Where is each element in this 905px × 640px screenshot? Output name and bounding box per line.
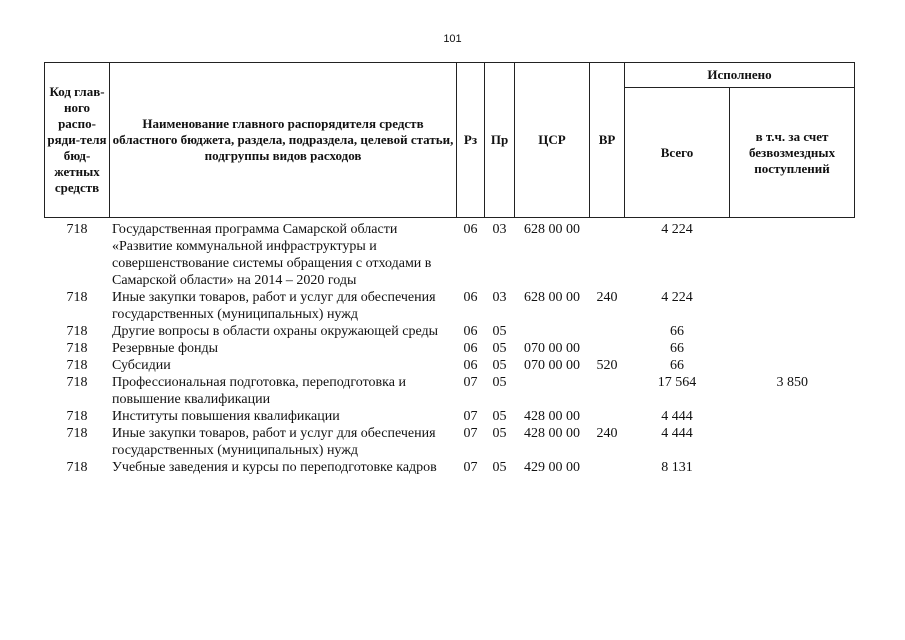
cell-vr: 240	[596, 426, 618, 441]
cell-free	[730, 425, 855, 459]
cell-free	[730, 323, 855, 340]
cell-name: Резервные фонды	[112, 341, 219, 356]
cell-code: 718	[66, 290, 88, 305]
cell-free	[730, 408, 855, 425]
cell-name: Государственная программа Самарской области «Развитие коммунальной инфраструктуры и совершенствование системы обращения с отходами в Самарской области» на 2014 – 2020 годы	[112, 222, 432, 288]
table-row	[45, 340, 855, 357]
cell-total: 4 224	[661, 222, 693, 237]
cell-rz: 06	[463, 324, 478, 339]
cell-csr: 628 00 00	[524, 290, 580, 305]
cell-pr: 03	[492, 222, 507, 237]
cell-code: 718	[66, 358, 88, 373]
cell-csr: 428 00 00	[524, 426, 580, 441]
cell-csr: 070 00 00	[524, 358, 580, 373]
cell-vr	[590, 340, 625, 357]
cell-vr	[590, 218, 625, 290]
budget-table	[44, 62, 855, 476]
table-row	[45, 218, 855, 290]
cell-free	[730, 459, 855, 476]
table-row	[45, 323, 855, 340]
cell-pr: 05	[492, 358, 507, 373]
cell-total: 66	[670, 324, 684, 339]
cell-free	[730, 357, 855, 374]
header-executed: Исполнено	[625, 63, 855, 88]
table-body	[45, 218, 855, 477]
cell-vr	[590, 374, 625, 408]
cell-code: 718	[66, 409, 88, 424]
cell-vr	[590, 408, 625, 425]
cell-code: 718	[66, 375, 88, 390]
cell-rz: 06	[463, 358, 478, 373]
cell-rz: 06	[463, 341, 478, 356]
cell-code: 718	[66, 341, 88, 356]
cell-rz: 07	[463, 426, 478, 441]
table-row	[45, 425, 855, 459]
table-header	[45, 63, 855, 218]
table-row	[45, 357, 855, 374]
cell-pr: 05	[492, 409, 507, 424]
header-free: в т.ч. за счет безвозмездных поступлений	[730, 88, 855, 218]
cell-vr: 520	[596, 358, 618, 373]
cell-name: Учебные заведения и курсы по переподготовке кадров	[112, 460, 437, 475]
header-vr: ВР	[590, 63, 625, 218]
cell-pr: 03	[492, 290, 507, 305]
cell-name: Субсидии	[112, 358, 171, 373]
cell-free: 3 850	[776, 375, 808, 390]
cell-pr: 05	[492, 460, 507, 475]
cell-name: Иные закупки товаров, работ и услуг для обеспечения государственных (муниципальных) нужд	[112, 426, 436, 458]
header-total: Всего	[625, 88, 730, 218]
table-row	[45, 408, 855, 425]
header-rz: Рз	[457, 63, 485, 218]
cell-csr: 429 00 00	[524, 460, 580, 475]
cell-csr: 070 00 00	[524, 341, 580, 356]
cell-name: Профессиональная подготовка, переподготовка и повышение квалификации	[112, 375, 406, 407]
cell-code: 718	[66, 222, 88, 237]
cell-vr	[590, 459, 625, 476]
cell-name: Другие вопросы в области охраны окружающей среды	[112, 324, 438, 339]
cell-total: 66	[670, 358, 684, 373]
cell-free	[730, 340, 855, 357]
header-name: Наименование главного распорядителя средств областного бюджета, раздела, подраздела, целевой статьи, подгруппы видов расходов	[110, 63, 457, 218]
cell-rz: 06	[463, 290, 478, 305]
cell-free	[730, 218, 855, 290]
page-number: 101	[443, 33, 462, 45]
table-row	[45, 374, 855, 408]
cell-code: 718	[66, 324, 88, 339]
cell-name: Институты повышения квалификации	[112, 409, 340, 424]
header-pr: Пр	[485, 63, 515, 218]
cell-pr: 05	[492, 324, 507, 339]
cell-total: 4 444	[661, 426, 693, 441]
cell-rz: 06	[463, 222, 478, 237]
cell-rz: 07	[463, 460, 478, 475]
cell-pr: 05	[492, 426, 507, 441]
cell-csr: 428 00 00	[524, 409, 580, 424]
cell-vr	[590, 323, 625, 340]
table-row	[45, 459, 855, 476]
header-code: Код глав-ного распо-ряди-теля бюд-жетных средств	[45, 63, 110, 218]
cell-rz: 07	[463, 409, 478, 424]
cell-total: 17 564	[657, 375, 697, 390]
cell-free	[730, 289, 855, 323]
cell-pr: 05	[492, 375, 507, 390]
cell-total: 4 224	[661, 290, 693, 305]
cell-code: 718	[66, 460, 88, 475]
cell-csr	[515, 323, 590, 340]
header-csr: ЦСР	[515, 63, 590, 218]
cell-code: 718	[66, 426, 88, 441]
table-row	[45, 289, 855, 323]
cell-vr: 240	[596, 290, 618, 305]
cell-total: 8 131	[661, 460, 693, 475]
cell-total: 66	[670, 341, 684, 356]
cell-total: 4 444	[661, 409, 693, 424]
cell-name: Иные закупки товаров, работ и услуг для обеспечения государственных (муниципальных) нужд	[112, 290, 436, 322]
cell-csr: 628 00 00	[524, 222, 580, 237]
cell-csr	[515, 374, 590, 408]
cell-pr: 05	[492, 341, 507, 356]
cell-rz: 07	[463, 375, 478, 390]
